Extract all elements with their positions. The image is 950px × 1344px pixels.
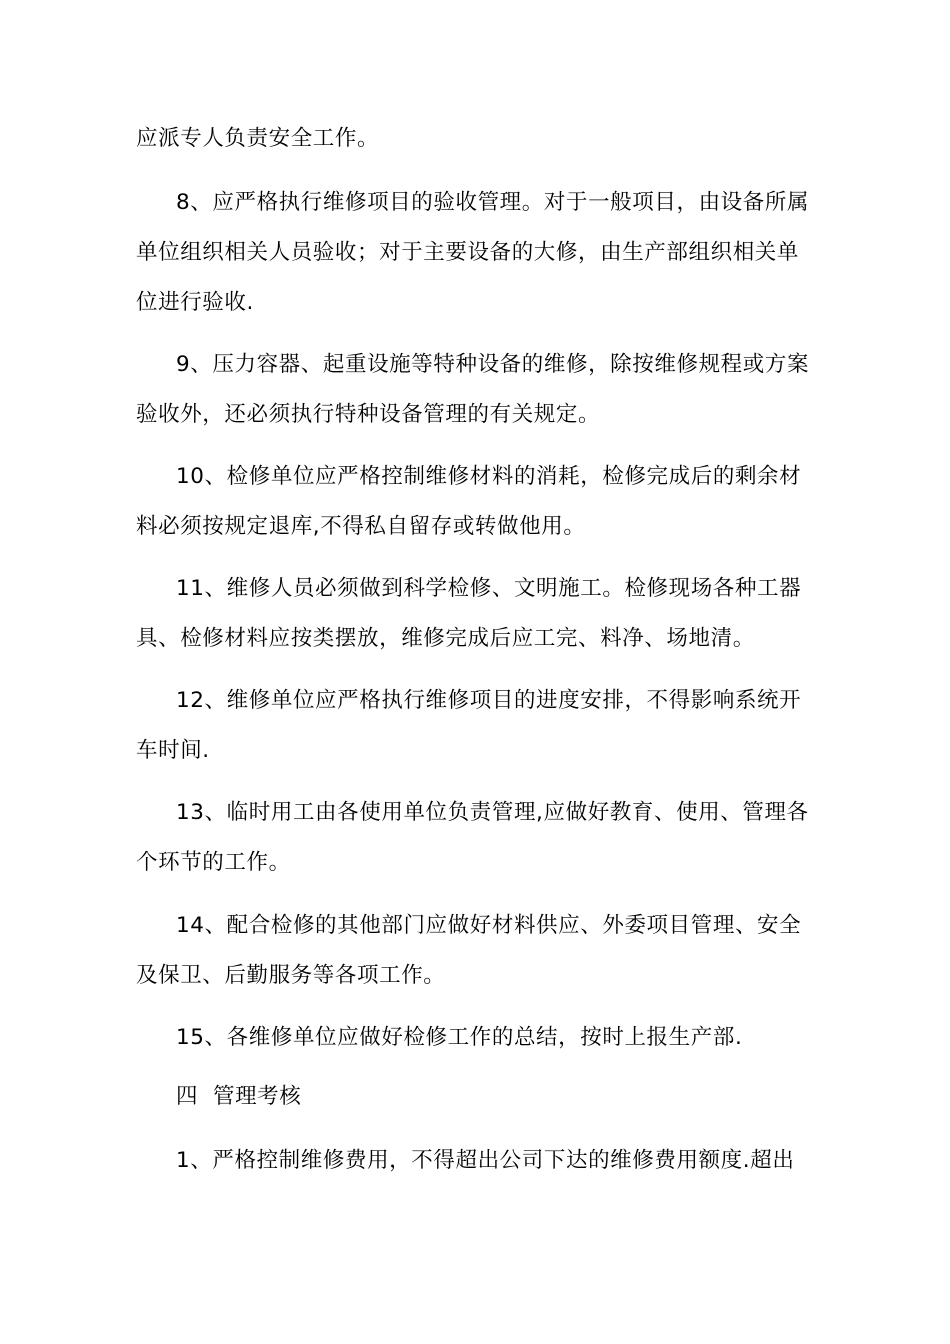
section-heading: 四 管理考核 bbox=[176, 1084, 302, 1109]
text-line: 应派专人负责安全工作。 bbox=[136, 126, 380, 151]
text-line: 具、检修材料应按类摆放，维修完成后应工完、料净、场地清。 bbox=[136, 626, 755, 651]
text-line: 1、严格控制维修费用，不得超出公司下达的维修费用额度.超出 bbox=[176, 1148, 795, 1173]
text-line: 10、检修单位应严格控制维修材料的消耗，检修完成后的剩余材 bbox=[176, 464, 802, 489]
text-line: 车时间. bbox=[136, 738, 210, 763]
text-line: 单位组织相关人员验收；对于主要设备的大修，由生产部组织相关单 bbox=[136, 240, 800, 265]
text-line: 11、维修人员必须做到科学检修、文明施工。检修现场各种工器 bbox=[176, 576, 802, 601]
text-line: 个环节的工作。 bbox=[136, 850, 291, 875]
text-line: 料必须按规定退库,不得私自留存或转做他用。 bbox=[136, 514, 586, 539]
text-line: 14、配合检修的其他部门应做好材料供应、外委项目管理、安全 bbox=[176, 913, 802, 938]
text-line: 8、应严格执行维修项目的验收管理。对于一般项目，由设备所属 bbox=[176, 190, 810, 215]
text-line: 12、维修单位应严格执行维修项目的进度安排，不得影响系统开 bbox=[176, 688, 802, 713]
text-line: 9、压力容器、起重设施等特种设备的维修，除按维修规程或方案 bbox=[176, 352, 810, 377]
text-line: 15、各维修单位应做好检修工作的总结，按时上报生产部. bbox=[176, 1025, 743, 1050]
text-line: 13、临时用工由各使用单位负责管理,应做好教育、使用、管理各 bbox=[176, 800, 809, 825]
text-line: 及保卫、后勤服务等各项工作。 bbox=[136, 963, 446, 988]
text-line: 位进行验收. bbox=[136, 290, 254, 315]
text-line: 验收外，还必须执行特种设备管理的有关规定。 bbox=[136, 402, 601, 427]
